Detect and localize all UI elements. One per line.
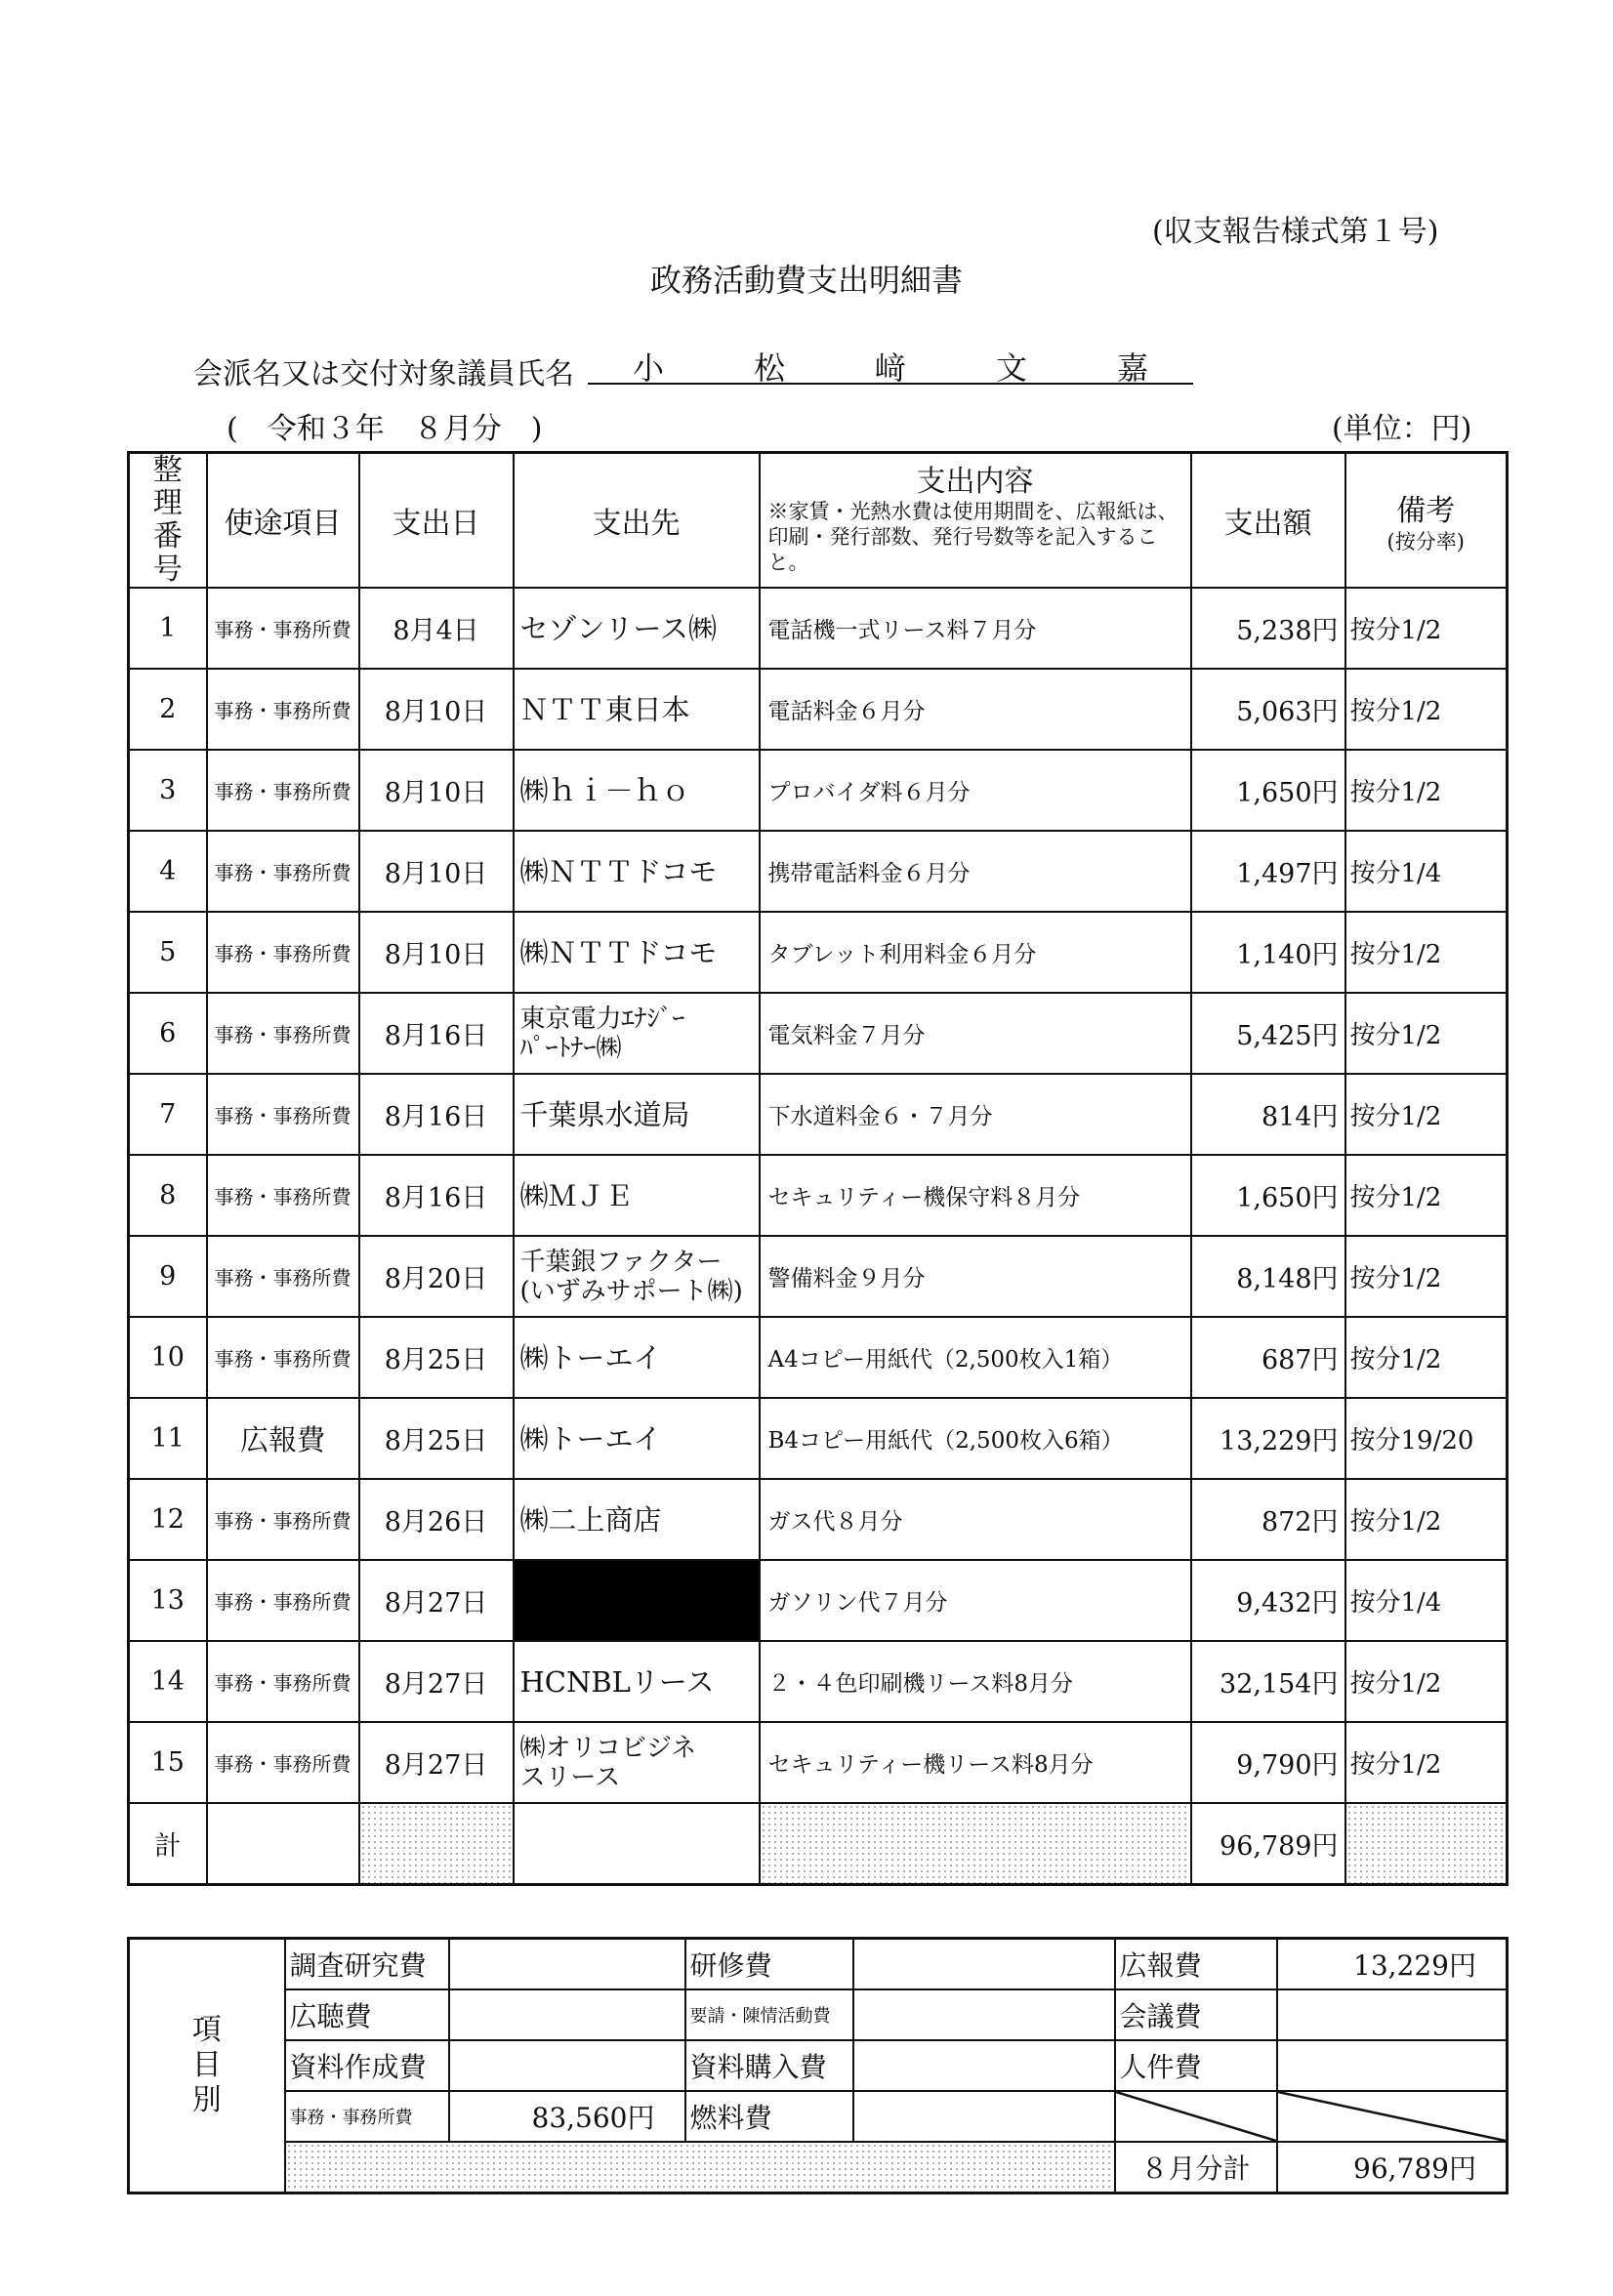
row-amount: 9,432円 — [1191, 1560, 1345, 1641]
row-category: 事務・事務所費 — [207, 831, 359, 912]
row-payee-line1: 千葉銀ファクター — [519, 1247, 723, 1277]
row-amount: 1,497円 — [1191, 831, 1345, 912]
header-content-note: ※家賃・光熱水費は使用期間を、広報紙は、印刷・発行部数、発行号数等を記入すること。 — [767, 500, 1179, 574]
row-date: 8月16日 — [359, 993, 514, 1074]
table-row — [129, 750, 1508, 831]
expense-detail-table — [127, 451, 1509, 1886]
row-remarks: 按分1/2 — [1345, 1722, 1508, 1803]
applicant-name — [588, 344, 1193, 385]
row-content: プロバイダ料６月分 — [760, 750, 1191, 831]
row-content: 電話料金６月分 — [760, 669, 1191, 750]
unit-label: (単位：円) — [1332, 412, 1472, 446]
material-creation-label: 資料作成費 — [285, 2040, 449, 2091]
row-payee-line1: ㈱オリコビジネ — [519, 1733, 697, 1763]
table-row — [129, 1641, 1508, 1722]
total-row — [129, 1803, 1508, 1885]
row-content: ２・４色印刷機リース料8月分 — [760, 1641, 1191, 1722]
row-amount: 5,425円 — [1191, 993, 1345, 1074]
table-row — [129, 1560, 1508, 1641]
table-row — [129, 669, 1508, 750]
row-no: 5 — [129, 912, 207, 993]
publicity-label: 広報費 — [1115, 1939, 1277, 1990]
row-date: 8月16日 — [359, 1155, 514, 1236]
row-date: 8月25日 — [359, 1317, 514, 1398]
row-date: 8月20日 — [359, 1236, 514, 1317]
applicant-name-char: 文 — [995, 349, 1027, 387]
header-payee: 支出先 — [514, 453, 760, 589]
month-total-label: ８月分計 — [1115, 2142, 1277, 2194]
row-remarks: 按分1/2 — [1345, 1074, 1508, 1155]
applicant-name-char: 小 — [632, 349, 664, 387]
office-label: 事務・事務所費 — [285, 2091, 449, 2142]
items-label-char: 項 — [191, 2013, 222, 2047]
items-label-char: 別 — [191, 2083, 222, 2117]
row-category: 事務・事務所費 — [207, 1074, 359, 1155]
row-payee: ㈱ＮＴＴドコモ — [514, 912, 760, 993]
row-content: タブレット利用料金６月分 — [760, 912, 1191, 993]
row-no: 14 — [129, 1641, 207, 1722]
row-payee — [514, 1722, 760, 1803]
row-payee: HCNBLリース — [514, 1641, 760, 1722]
row-date: 8月25日 — [359, 1398, 514, 1479]
row-amount: 872円 — [1191, 1479, 1345, 1560]
row-no: 10 — [129, 1317, 207, 1398]
row-content: セキュリティー機リース料8月分 — [760, 1722, 1191, 1803]
table-row — [129, 588, 1508, 669]
row-category: 事務・事務所費 — [207, 1317, 359, 1398]
petition-value — [853, 1989, 1115, 2040]
header-content-title: 支出内容 — [916, 465, 1034, 499]
office-value: 83,560円 — [449, 2091, 685, 2142]
diagonal-cell — [1115, 2091, 1277, 2142]
row-date: 8月16日 — [359, 1074, 514, 1155]
applicant-name-char: 松 — [753, 349, 785, 387]
category-summary-table — [127, 1937, 1509, 2194]
table-row — [129, 1155, 1508, 1236]
row-category: 事務・事務所費 — [207, 993, 359, 1074]
row-content: B4コピー用紙代（2,500枚入6箱） — [760, 1398, 1191, 1479]
material-creation-value — [449, 2040, 685, 2091]
header-remarks-title: 備考 — [1396, 494, 1456, 528]
personnel-label: 人件費 — [1115, 2040, 1277, 2091]
total-hatched-cell — [760, 1803, 1191, 1885]
row-no: 8 — [129, 1155, 207, 1236]
meeting-value — [1277, 1989, 1508, 2040]
fuel-label: 燃料費 — [685, 2091, 853, 2142]
hearing-label: 広聴費 — [285, 1989, 449, 2040]
header-content — [760, 453, 1191, 589]
table-row — [129, 912, 1508, 993]
table-row — [129, 1317, 1508, 1398]
material-purchase-value — [853, 2040, 1115, 2091]
row-no: 7 — [129, 1074, 207, 1155]
research-label: 調査研究費 — [285, 1939, 449, 1990]
table-row — [129, 1074, 1508, 1155]
table-row — [129, 1236, 1508, 1317]
total-label: 計 — [129, 1803, 207, 1885]
row-amount: 5,063円 — [1191, 669, 1345, 750]
document-title: 政務活動費支出明細書 — [649, 262, 963, 299]
row-remarks: 按分1/4 — [1345, 1560, 1508, 1641]
hearing-value — [449, 1989, 685, 2040]
row-remarks: 按分1/2 — [1345, 669, 1508, 750]
row-payee: 千葉県水道局 — [514, 1074, 760, 1155]
row-no: 11 — [129, 1398, 207, 1479]
petition-label: 要請・陳情活動費 — [685, 1989, 853, 2040]
row-amount: 5,238円 — [1191, 588, 1345, 669]
row-date: 8月27日 — [359, 1722, 514, 1803]
table-row — [129, 1722, 1508, 1803]
personnel-value — [1277, 2040, 1508, 2091]
training-value — [853, 1939, 1115, 1990]
row-category: 事務・事務所費 — [207, 1155, 359, 1236]
training-label: 研修費 — [685, 1939, 853, 1990]
row-category: 事務・事務所費 — [207, 912, 359, 993]
row-date: 8月10日 — [359, 912, 514, 993]
row-content: 電気料金７月分 — [760, 993, 1191, 1074]
row-payee: セゾンリース㈱ — [514, 588, 760, 669]
row-payee: ㈱ＭＪＥ — [514, 1155, 760, 1236]
row-payee — [514, 993, 760, 1074]
row-date: 8月10日 — [359, 831, 514, 912]
applicant-name-char: 﨑 — [874, 349, 906, 387]
redacted-payee — [514, 1560, 760, 1641]
row-amount: 814円 — [1191, 1074, 1345, 1155]
row-amount: 8,148円 — [1191, 1236, 1345, 1317]
applicant-label: 会派名又は交付対象議員氏名 — [193, 357, 574, 391]
row-date: 8月4日 — [359, 588, 514, 669]
row-category: 事務・事務所費 — [207, 1479, 359, 1560]
total-hatched-cell — [359, 1803, 514, 1885]
fuel-value — [853, 2091, 1115, 2142]
row-payee — [514, 1236, 760, 1317]
row-date: 8月27日 — [359, 1641, 514, 1722]
table-row — [129, 831, 1508, 912]
row-remarks: 按分1/2 — [1345, 588, 1508, 669]
applicant-name-char: 嘉 — [1116, 349, 1148, 387]
row-payee: ㈱トーエイ — [514, 1317, 760, 1398]
row-content: 下水道料金６・７月分 — [760, 1074, 1191, 1155]
month-total-value: 96,789円 — [1277, 2142, 1508, 2194]
row-no: 2 — [129, 669, 207, 750]
row-remarks: 按分1/2 — [1345, 1641, 1508, 1722]
row-content: ガソリン代７月分 — [760, 1560, 1191, 1641]
header-amount: 支出額 — [1191, 453, 1345, 589]
row-remarks: 按分1/2 — [1345, 993, 1508, 1074]
research-value — [449, 1939, 685, 1990]
meeting-label: 会議費 — [1115, 1989, 1277, 2040]
total-hatched-cell — [1345, 1803, 1508, 1885]
table-row — [129, 993, 1508, 1074]
row-content: 電話機一式リース料７月分 — [760, 588, 1191, 669]
row-content: セキュリティー機保守料８月分 — [760, 1155, 1191, 1236]
summary-hatched-area — [285, 2142, 1115, 2194]
material-purchase-label: 資料購入費 — [685, 2040, 853, 2091]
row-payee-line2: (いずみサポート㈱) — [519, 1276, 743, 1306]
table-row — [129, 1479, 1508, 1560]
row-content: 警備料金９月分 — [760, 1236, 1191, 1317]
total-empty-cell — [207, 1803, 359, 1885]
row-no: 6 — [129, 993, 207, 1074]
row-amount: 9,790円 — [1191, 1722, 1345, 1803]
row-category: 事務・事務所費 — [207, 1722, 359, 1803]
row-category: 事務・事務所費 — [207, 669, 359, 750]
row-category: 広報費 — [207, 1398, 359, 1479]
row-category: 事務・事務所費 — [207, 1641, 359, 1722]
row-amount: 687円 — [1191, 1317, 1345, 1398]
row-amount: 13,229円 — [1191, 1398, 1345, 1479]
row-payee: ＮＴＴ東日本 — [514, 669, 760, 750]
row-amount: 1,650円 — [1191, 750, 1345, 831]
row-amount: 1,650円 — [1191, 1155, 1345, 1236]
form-number: (収支報告様式第１号) — [1152, 215, 1439, 249]
row-no: 4 — [129, 831, 207, 912]
row-category: 事務・事務所費 — [207, 1236, 359, 1317]
row-amount: 32,154円 — [1191, 1641, 1345, 1722]
row-no: 13 — [129, 1560, 207, 1641]
row-no: 15 — [129, 1722, 207, 1803]
row-payee-line1: 東京電力ｴﾅｼﾞｰ — [519, 1004, 685, 1034]
row-content: 携帯電話料金６月分 — [760, 831, 1191, 912]
row-payee: ㈱ＮＴＴドコモ — [514, 831, 760, 912]
row-remarks: 按分1/2 — [1345, 912, 1508, 993]
row-payee: ㈱ｈｉ－ｈｏ — [514, 750, 760, 831]
row-date: 8月27日 — [359, 1560, 514, 1641]
header-category: 使途項目 — [207, 453, 359, 589]
row-date: 8月10日 — [359, 750, 514, 831]
table-header-row — [129, 453, 1508, 589]
row-amount: 1,140円 — [1191, 912, 1345, 993]
table-row — [129, 1398, 1508, 1479]
header-remarks-sub: (按分率) — [1386, 530, 1465, 554]
row-remarks: 按分1/4 — [1345, 831, 1508, 912]
row-remarks: 按分1/2 — [1345, 1317, 1508, 1398]
row-content: A4コピー用紙代（2,500枚入1箱） — [760, 1317, 1191, 1398]
row-category: 事務・事務所費 — [207, 588, 359, 669]
items-label — [129, 1939, 285, 2194]
row-no: 3 — [129, 750, 207, 831]
row-date: 8月26日 — [359, 1479, 514, 1560]
publicity-value: 13,229円 — [1277, 1939, 1508, 1990]
total-amount: 96,789円 — [1191, 1803, 1345, 1885]
total-empty-cell — [514, 1803, 760, 1885]
row-no: 9 — [129, 1236, 207, 1317]
row-remarks: 按分19/20 — [1345, 1398, 1508, 1479]
row-content: ガス代８月分 — [760, 1479, 1191, 1560]
row-category: 事務・事務所費 — [207, 750, 359, 831]
row-payee-line2: ﾊﾟｰﾄﾅｰ㈱ — [519, 1033, 622, 1063]
row-remarks: 按分1/2 — [1345, 750, 1508, 831]
row-payee: ㈱トーエイ — [514, 1398, 760, 1479]
diagonal-cell — [1277, 2091, 1508, 2142]
row-payee: ㈱二上商店 — [514, 1479, 760, 1560]
row-category: 事務・事務所費 — [207, 1560, 359, 1641]
row-date: 8月10日 — [359, 669, 514, 750]
header-remarks — [1345, 453, 1508, 589]
row-no: 1 — [129, 588, 207, 669]
row-remarks: 按分1/2 — [1345, 1155, 1508, 1236]
row-no: 12 — [129, 1479, 207, 1560]
report-period: ( 令和３年 ８月分 ) — [227, 412, 543, 446]
row-payee-line2: スリース — [519, 1762, 621, 1792]
header-no: 整理番号 — [129, 453, 207, 589]
row-remarks: 按分1/2 — [1345, 1236, 1508, 1317]
items-label-char: 目 — [191, 2048, 222, 2082]
row-remarks: 按分1/2 — [1345, 1479, 1508, 1560]
header-date: 支出日 — [359, 453, 514, 589]
